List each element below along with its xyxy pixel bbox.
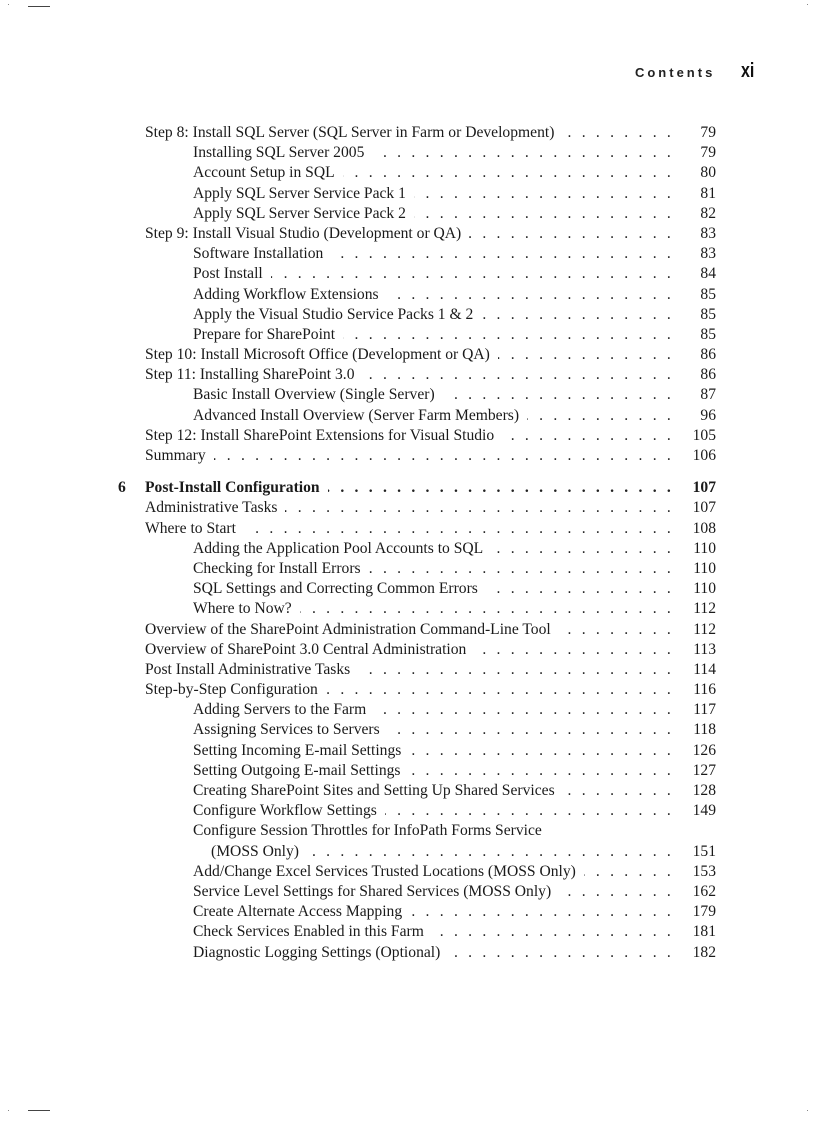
toc-page-number: 118 bbox=[693, 721, 716, 739]
toc-page-number: 105 bbox=[692, 426, 716, 444]
toc-entry-title: Post Install bbox=[193, 265, 263, 283]
toc-page-number: 83 bbox=[700, 245, 716, 263]
dot-leader bbox=[559, 620, 674, 640]
toc-entry[interactable] bbox=[0, 922, 716, 942]
dot-leader bbox=[562, 123, 674, 143]
toc-page-number: 182 bbox=[692, 943, 716, 961]
dot-leader bbox=[372, 143, 674, 163]
toc-page-number: 151 bbox=[692, 842, 716, 860]
dot-leader bbox=[388, 720, 674, 740]
dot-leader bbox=[409, 741, 674, 761]
toc-entry-title: Assigning Services to Servers bbox=[193, 721, 380, 739]
toc-entry[interactable] bbox=[0, 325, 716, 345]
toc-page-number: 179 bbox=[692, 903, 716, 921]
toc-entry-title: Step 8: Install SQL Server (SQL Server in Farm or Development) bbox=[145, 124, 555, 141]
toc-entry-title: Post Install Administrative Tasks bbox=[145, 660, 351, 678]
dot-leader bbox=[331, 244, 674, 264]
dot-leader bbox=[385, 801, 674, 821]
toc-entry[interactable] bbox=[0, 842, 716, 862]
toc-page-number: 79 bbox=[700, 144, 716, 162]
toc-entry[interactable] bbox=[0, 305, 716, 325]
toc-entry[interactable] bbox=[0, 285, 716, 305]
toc-entry[interactable] bbox=[0, 781, 716, 801]
toc-page-number: 162 bbox=[692, 882, 716, 900]
toc-entry-title: Basic Install Overview (Single Server) bbox=[193, 386, 435, 404]
toc-entry-title: Where to Start bbox=[145, 519, 236, 537]
toc-entry-title: Apply SQL Server Service Pack 1 bbox=[193, 184, 406, 202]
toc-entry[interactable] bbox=[0, 498, 716, 518]
toc-entry[interactable] bbox=[0, 862, 716, 882]
toc-entry[interactable] bbox=[0, 882, 716, 902]
toc-page-number: 85 bbox=[700, 285, 716, 303]
toc-entry-title: Apply SQL Server Service Pack 2 bbox=[193, 204, 406, 222]
toc-entry[interactable] bbox=[0, 264, 716, 284]
toc-entry-title: Step 11: Installing SharePoint 3.0 bbox=[145, 366, 355, 384]
toc-entry[interactable] bbox=[0, 365, 716, 385]
toc-entry-title: Advanced Install Overview (Server Farm Members) bbox=[193, 406, 520, 424]
dot-leader bbox=[443, 385, 674, 405]
dot-leader bbox=[498, 345, 674, 365]
dot-leader bbox=[481, 305, 674, 325]
dot-leader bbox=[244, 519, 674, 539]
toc-entry[interactable] bbox=[0, 539, 716, 559]
toc-page-number: 86 bbox=[700, 366, 716, 384]
toc-page-number: 114 bbox=[693, 660, 716, 678]
toc-entry-title: Check Services Enabled in this Farm bbox=[193, 923, 424, 941]
toc-page-number: 113 bbox=[693, 640, 716, 658]
dot-leader bbox=[387, 285, 674, 305]
toc-entry-title: Create Alternate Access Mapping bbox=[193, 903, 403, 921]
toc-page-number: 110 bbox=[693, 580, 716, 598]
toc-entry[interactable] bbox=[0, 801, 716, 821]
toc-entry-title: Prepare for SharePoint bbox=[193, 325, 336, 343]
dot-leader bbox=[300, 599, 674, 619]
toc-entry-title: Step 9: Install Visual Studio (Development or QA) bbox=[145, 224, 462, 242]
toc-entry-title: Summary bbox=[145, 447, 206, 464]
toc-page-number: 85 bbox=[700, 325, 716, 343]
dot-leader bbox=[343, 163, 674, 183]
dot-leader bbox=[374, 700, 674, 720]
toc-entry[interactable] bbox=[0, 761, 716, 781]
toc-entry-title: Installing SQL Server 2005 bbox=[193, 144, 365, 162]
dot-leader bbox=[326, 680, 674, 700]
toc-entry-title: Adding Workflow Extensions bbox=[193, 285, 379, 303]
toc-entry[interactable] bbox=[0, 224, 716, 244]
toc-page-number: 79 bbox=[700, 124, 716, 141]
dot-leader bbox=[432, 922, 674, 942]
toc-page-number: 116 bbox=[693, 681, 716, 699]
running-head-label: Contents bbox=[634, 65, 716, 80]
toc-entry[interactable] bbox=[0, 660, 716, 680]
toc-entry[interactable] bbox=[0, 902, 716, 922]
toc-entry[interactable] bbox=[0, 163, 716, 183]
chapter-number: 6 bbox=[118, 479, 126, 497]
toc-entry-title: Adding Servers to the Farm bbox=[193, 701, 367, 719]
dot-leader bbox=[363, 365, 675, 385]
toc-entry[interactable] bbox=[0, 700, 716, 720]
toc-entry[interactable] bbox=[0, 579, 716, 599]
toc-page-number: 149 bbox=[692, 802, 716, 820]
dot-leader bbox=[563, 781, 674, 801]
toc-chapter-entry[interactable] bbox=[0, 478, 716, 498]
toc-entry-title: Where to Now? bbox=[193, 600, 292, 618]
toc-entry-title: Add/Change Excel Services Trusted Locations (MOSS Only) bbox=[193, 862, 576, 880]
dot-leader bbox=[584, 862, 674, 882]
toc-entry[interactable] bbox=[0, 143, 716, 163]
toc-page-number: 181 bbox=[692, 923, 716, 941]
dot-leader bbox=[285, 498, 674, 518]
dot-leader bbox=[369, 559, 674, 579]
dot-leader bbox=[448, 943, 674, 963]
toc-entry[interactable] bbox=[0, 720, 716, 740]
dot-leader bbox=[410, 902, 674, 922]
toc-page-number: 96 bbox=[700, 406, 716, 424]
toc-page-number: 83 bbox=[700, 224, 716, 242]
corner-dot bbox=[8, 1110, 9, 1111]
toc-entry[interactable] bbox=[0, 620, 716, 640]
dot-leader bbox=[307, 842, 674, 862]
toc-page-number: 87 bbox=[700, 386, 716, 404]
dot-leader bbox=[214, 446, 674, 466]
toc-entry-title: (MOSS Only) bbox=[211, 842, 299, 860]
toc-entry[interactable] bbox=[0, 446, 716, 466]
toc-entry[interactable] bbox=[0, 821, 716, 841]
toc-entry[interactable] bbox=[0, 244, 716, 264]
toc-entry-title: Software Installation bbox=[193, 245, 324, 263]
toc-page-number: 128 bbox=[692, 782, 716, 799]
corner-dot bbox=[807, 4, 808, 5]
toc-entry-title: Step 10: Install Microsoft Office (Development or QA) bbox=[145, 346, 490, 364]
toc-page-number: 112 bbox=[693, 600, 716, 618]
dot-leader bbox=[527, 406, 674, 426]
toc-entry-title: Service Level Settings for Shared Services (MOSS Only) bbox=[193, 882, 552, 900]
toc-entry-title: Administrative Tasks bbox=[145, 499, 278, 517]
toc-page-number: 106 bbox=[692, 447, 716, 464]
toc-entry-title: Setting Incoming E-mail Settings bbox=[193, 741, 402, 759]
toc-entry-title: Apply the Visual Studio Service Packs 1 & 2 bbox=[193, 305, 474, 323]
toc-page-number: 85 bbox=[700, 305, 716, 323]
dot-leader bbox=[474, 640, 674, 660]
toc-entry-title: Post-Install Configuration bbox=[145, 479, 320, 497]
toc-entry-title: Configure Workflow Settings bbox=[193, 802, 377, 820]
toc-page-number: 153 bbox=[692, 862, 716, 880]
toc-page-number: 107 bbox=[692, 479, 716, 497]
dot-leader bbox=[486, 579, 674, 599]
toc-entry[interactable] bbox=[0, 406, 716, 426]
toc-entry-title: SQL Settings and Correcting Common Errors bbox=[193, 580, 478, 598]
toc-entry-title: Diagnostic Logging Settings (Optional) bbox=[193, 943, 441, 961]
toc-page-number: 86 bbox=[700, 346, 716, 364]
toc-entry[interactable] bbox=[0, 184, 716, 204]
toc-entry[interactable] bbox=[0, 559, 716, 579]
toc-entry[interactable] bbox=[0, 385, 716, 405]
toc-entry-title: Overview of SharePoint 3.0 Central Administration bbox=[145, 640, 467, 658]
toc-entry-title: Adding the Application Pool Accounts to SQL bbox=[193, 539, 484, 557]
dot-leader bbox=[358, 660, 674, 680]
toc-page-number: 80 bbox=[700, 164, 716, 182]
crop-mark-top bbox=[28, 6, 50, 7]
toc-page-number: 127 bbox=[692, 761, 716, 779]
toc-page-number: 126 bbox=[692, 741, 716, 759]
toc-entry-title: Step 12: Install SharePoint Extensions for Visual Studio bbox=[145, 426, 495, 444]
toc-page-number: 112 bbox=[693, 620, 716, 638]
toc-entry[interactable] bbox=[0, 426, 716, 446]
toc-page-number: 81 bbox=[700, 184, 716, 202]
toc-page-number: 82 bbox=[700, 204, 716, 222]
dot-leader bbox=[408, 761, 674, 781]
dot-leader bbox=[271, 264, 674, 284]
toc-entry-title: Checking for Install Errors bbox=[193, 559, 361, 577]
running-head-page-number: xi bbox=[741, 60, 755, 82]
toc-entry-title: Step-by-Step Configuration bbox=[145, 681, 318, 699]
dot-leader bbox=[414, 204, 674, 224]
toc-page-number: 117 bbox=[693, 701, 716, 719]
toc-entry[interactable] bbox=[0, 943, 716, 963]
toc-entry-title: Account Setup in SQL bbox=[193, 164, 335, 182]
toc-entry[interactable] bbox=[0, 345, 716, 365]
running-head bbox=[635, 60, 758, 83]
toc-entry[interactable] bbox=[0, 204, 716, 224]
toc-entry-title: Overview of the SharePoint Administration Command-Line Tool bbox=[145, 620, 551, 638]
toc-entry-title: Configure Session Throttles for InfoPath Forms Service bbox=[193, 822, 542, 840]
toc-entry[interactable] bbox=[0, 123, 716, 143]
toc-page-number: 110 bbox=[693, 559, 716, 577]
toc-entry-title: Setting Outgoing E-mail Settings bbox=[193, 761, 401, 779]
toc-page-number: 84 bbox=[700, 265, 716, 283]
dot-leader bbox=[343, 325, 674, 345]
table-of-contents bbox=[0, 123, 816, 963]
toc-entry[interactable] bbox=[0, 599, 716, 619]
dot-leader bbox=[328, 478, 674, 498]
toc-entry[interactable] bbox=[0, 741, 716, 761]
corner-dot bbox=[8, 4, 9, 5]
dot-leader bbox=[491, 539, 674, 559]
toc-entry[interactable] bbox=[0, 640, 716, 660]
toc-entry[interactable] bbox=[0, 519, 716, 539]
toc-entry[interactable] bbox=[0, 680, 716, 700]
crop-mark-bottom bbox=[28, 1110, 50, 1111]
dot-leader bbox=[559, 882, 674, 902]
toc-entry-title: Creating SharePoint Sites and Setting Up Shared Services bbox=[193, 782, 555, 799]
dot-leader bbox=[469, 224, 674, 244]
toc-page-number: 108 bbox=[692, 519, 716, 537]
corner-dot bbox=[807, 1110, 808, 1111]
toc-page-number: 110 bbox=[693, 539, 716, 557]
dot-leader bbox=[414, 184, 674, 204]
toc-page-number: 107 bbox=[692, 499, 716, 517]
dot-leader bbox=[502, 426, 674, 446]
